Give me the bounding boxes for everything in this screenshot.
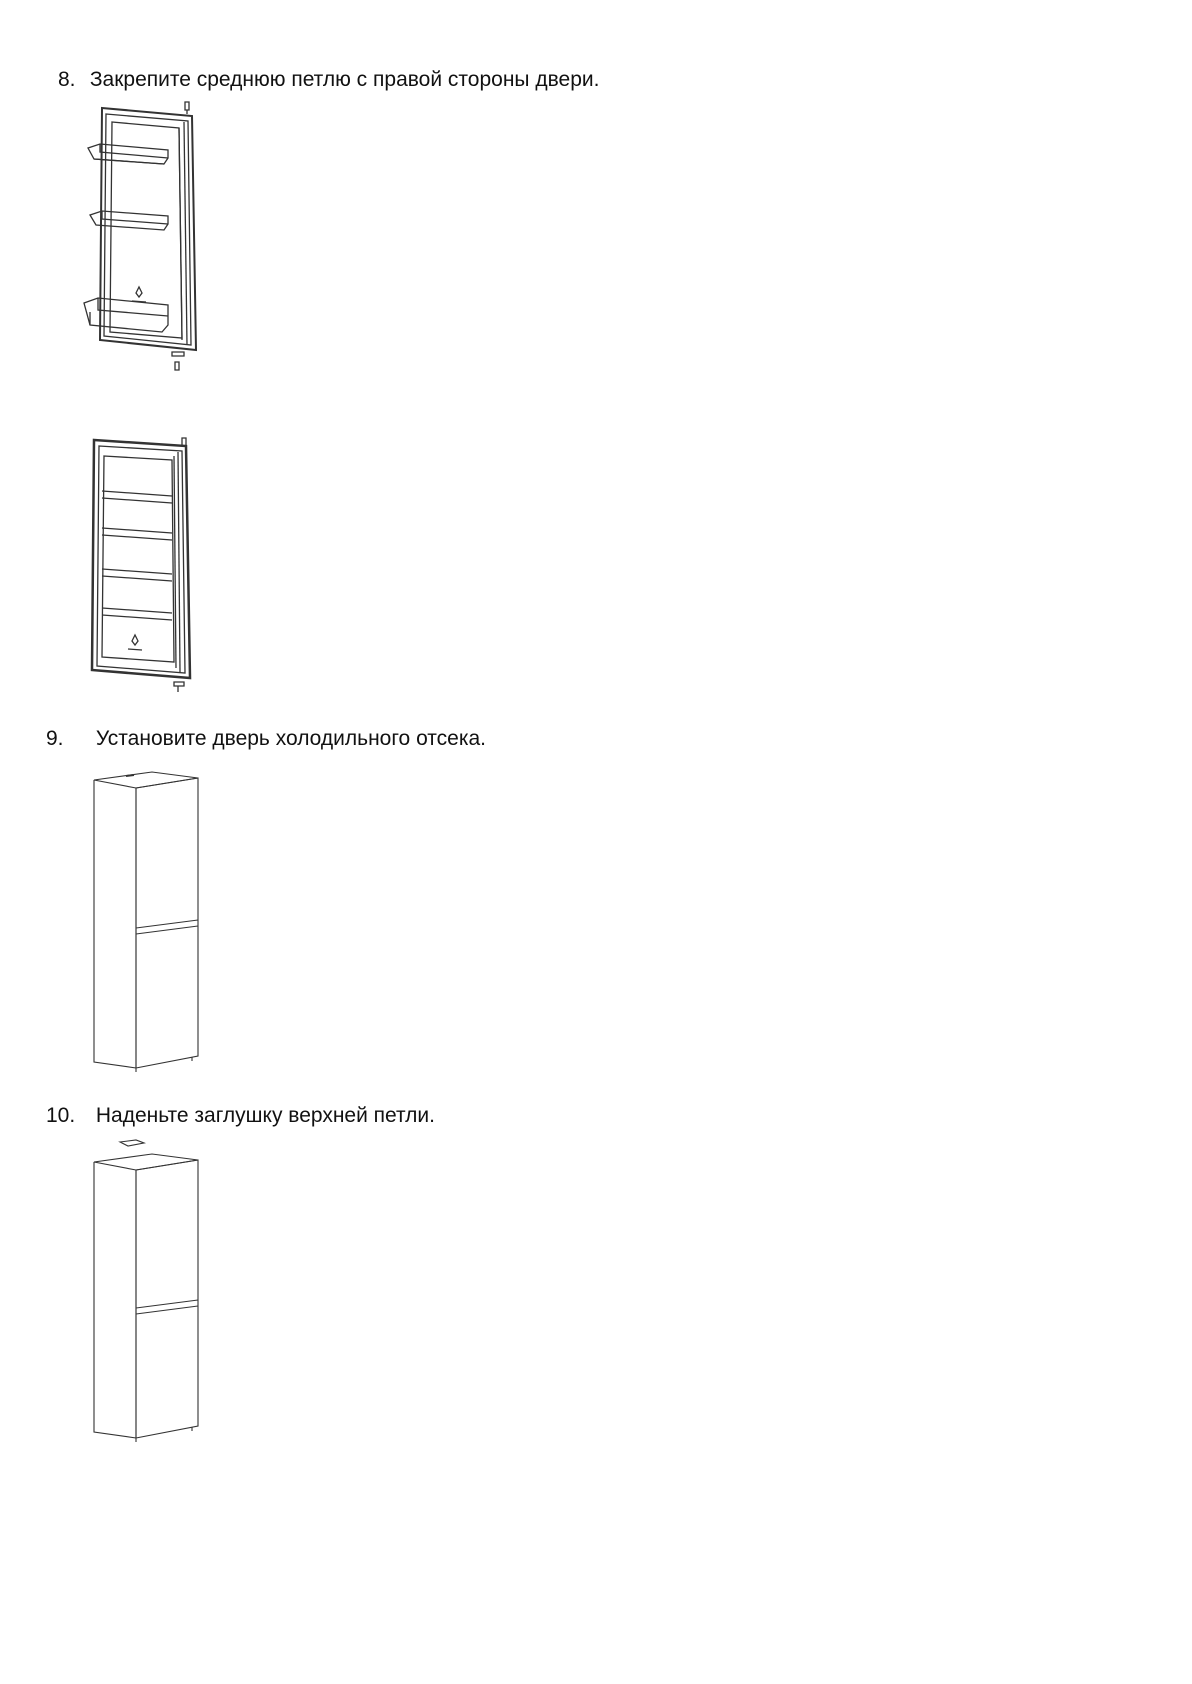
refrigerator-hinge-cap-icon — [92, 1140, 204, 1440]
refrigerator-door-installed-icon — [92, 770, 204, 1070]
step-9-heading — [46, 726, 486, 752]
step-number: 8. — [58, 68, 76, 91]
step-instruction: Закрепите среднюю петлю с правой стороны двери. — [89, 68, 600, 91]
step-8-heading — [58, 67, 599, 93]
step-number: 10. — [46, 1104, 76, 1127]
step-instruction: Установите дверь холодильного отсека. — [95, 727, 487, 750]
step-instruction: Наденьте заглушку верхней петли. — [95, 1104, 435, 1127]
step-number: 9. — [46, 727, 64, 750]
freezer-door-inner-icon — [90, 436, 210, 698]
fridge-door-inner-shelves-icon — [84, 100, 214, 405]
step-10-heading — [46, 1103, 435, 1129]
